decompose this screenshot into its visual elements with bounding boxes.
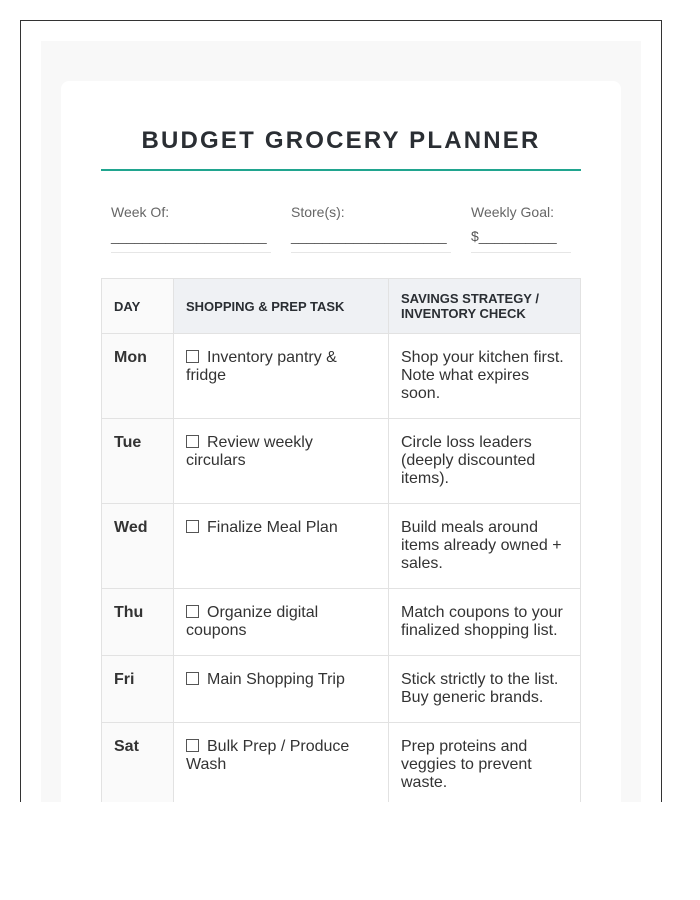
stores-label: Store(s):	[291, 204, 345, 220]
planner-card	[61, 81, 621, 802]
strategy-cell: Shop your kitchen first. Note what expires soon.	[389, 334, 581, 419]
table-row	[102, 589, 581, 656]
task-cell	[174, 504, 389, 589]
task-cell	[174, 334, 389, 419]
table-row	[102, 656, 581, 723]
table-header-row	[102, 279, 581, 334]
table-row	[102, 504, 581, 589]
checkbox[interactable]	[186, 350, 199, 363]
checkbox[interactable]	[186, 520, 199, 533]
header-day: DAY	[102, 279, 174, 334]
week-of-field[interactable]	[111, 203, 271, 253]
table-row	[102, 419, 581, 504]
checkbox[interactable]	[186, 672, 199, 685]
day-cell: Thu	[102, 589, 174, 656]
checkbox[interactable]	[186, 605, 199, 618]
task-label: Finalize Meal Plan	[207, 519, 338, 536]
table-row	[102, 723, 581, 803]
task-label: Organize digital coupons	[186, 604, 319, 639]
page-title: BUDGET GROCERY PLANNER	[141, 127, 541, 154]
strategy-cell: Prep proteins and veggies to prevent waste.	[389, 723, 581, 803]
table-row	[102, 334, 581, 419]
day-cell: Fri	[102, 656, 174, 723]
weekly-goal-field[interactable]	[471, 203, 571, 253]
task-label: Inventory pantry & fridge	[186, 349, 337, 384]
weekly-goal-label: Weekly Goal:	[471, 204, 554, 220]
strategy-cell: Stick strictly to the list. Buy generic brands.	[389, 656, 581, 723]
week-of-blank[interactable]: ____________________	[111, 228, 267, 244]
strategy-cell: Build meals around items already owned + sales.	[389, 504, 581, 589]
week-of-label: Week Of:	[111, 204, 170, 220]
weekly-goal-blank[interactable]: $__________	[471, 228, 557, 244]
task-label: Review weekly circulars	[186, 434, 313, 469]
task-label: Main Shopping Trip	[207, 671, 345, 688]
task-cell	[174, 419, 389, 504]
stores-field[interactable]	[291, 203, 451, 253]
checkbox[interactable]	[186, 435, 199, 448]
title-divider	[101, 169, 581, 171]
task-cell	[174, 656, 389, 723]
page-background	[41, 41, 641, 802]
task-label: Bulk Prep / Produce Wash	[186, 738, 350, 773]
strategy-cell: Circle loss leaders (deeply discounted items).	[389, 419, 581, 504]
page-frame	[20, 20, 662, 802]
strategy-cell: Match coupons to your finalized shopping list.	[389, 589, 581, 656]
stores-blank[interactable]: ____________________	[291, 228, 447, 244]
day-cell: Tue	[102, 419, 174, 504]
planner-table	[101, 278, 581, 802]
task-cell	[174, 723, 389, 803]
day-cell: Wed	[102, 504, 174, 589]
task-cell	[174, 589, 389, 656]
header-strategy: SAVINGS STRATEGY / INVENTORY CHECK	[389, 279, 581, 334]
day-cell: Mon	[102, 334, 174, 419]
day-cell: Sat	[102, 723, 174, 803]
checkbox[interactable]	[186, 739, 199, 752]
header-task: SHOPPING & PREP TASK	[174, 279, 389, 334]
